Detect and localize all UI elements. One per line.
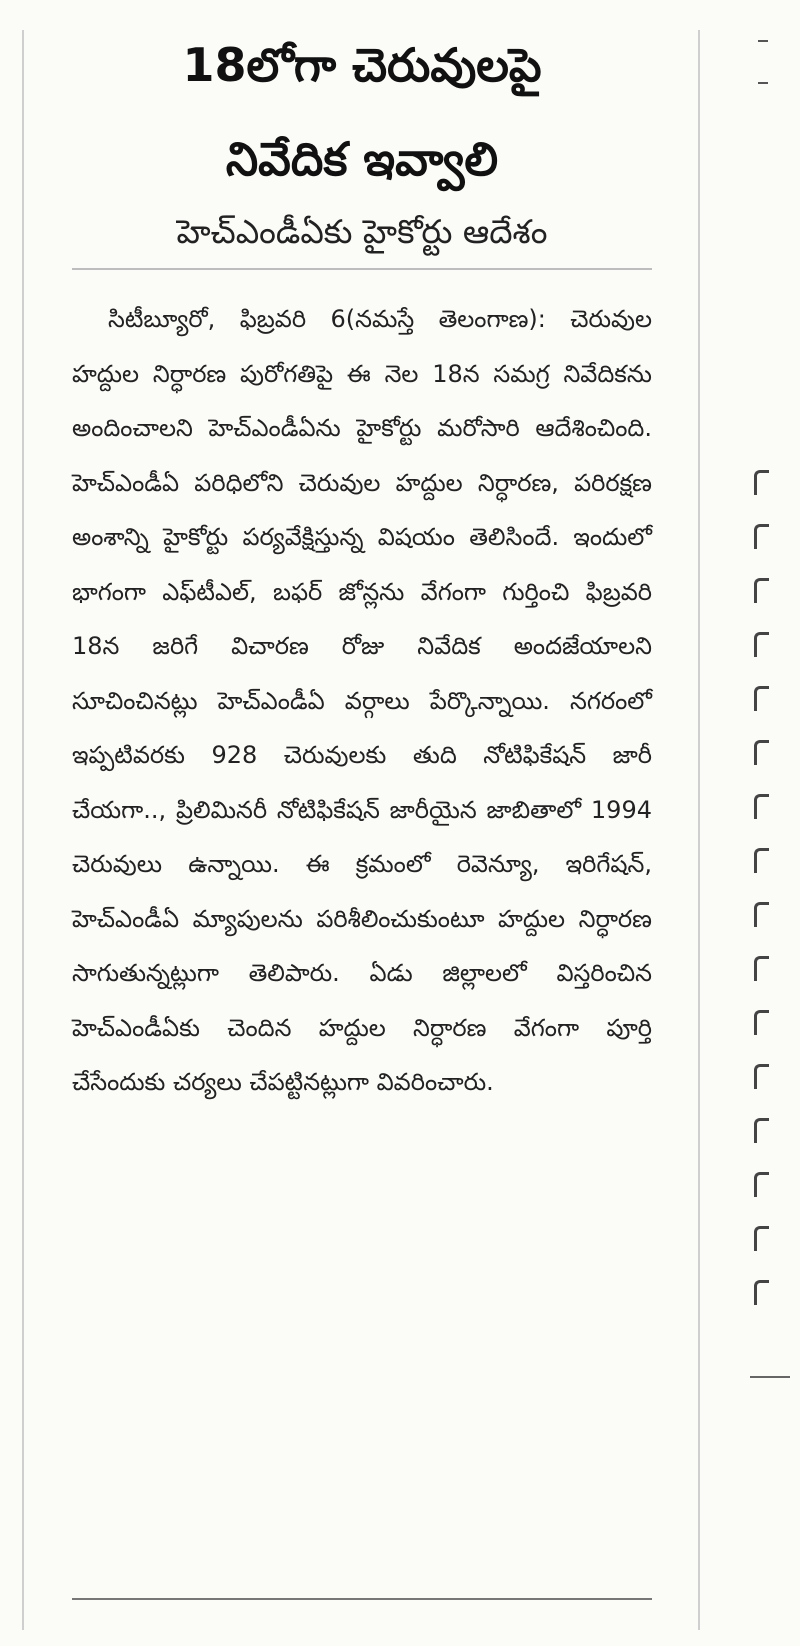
headline [72,18,652,206]
headline-line-2: నివేదిక ఇవ్వాలి [225,132,499,186]
article-body: సిటీబ్యూరో, ఫిబ్రవరి 6(నమస్తే తెలంగాణ): చెరువుల హద్దుల నిర్ధారణ పురోగతిపై ఈ నెల 18న సమగ్ర నివేదికను అందించాలని హెచ్‌ఎండీఏను హైకోర్టు మరోసారి ఆదేశించింది. హెచ్‌ఎండీఏ పరిధిలోని చెరువుల హద్దుల నిర్ధారణ, పరిరక్షణ అంశాన్ని హైకోర్టు పర్యవేక్షిస్తున్న విషయం తెలిసిందే. ఇందులో భాగంగా ఎఫ్‌టీఎల్, బఫర్ జోన్లను వేగంగా గుర్తించి ఫిబ్రవరి 18న జరిగే విచారణ రోజు నివేదిక అందజేయాలని సూచించినట్లు హెచ్‌ఎండీఏ వర్గాలు పేర్కొన్నాయి. నగరంలో ఇప్పటివరకు 928 చెరువులకు తుది నోటిఫికేషన్ జారీ చేయగా.., ప్రిలిమినరీ నోటిఫికేషన్ జారీయైన జాబితాలో 1994 చెరువులు ఉన్నాయి. ఈ క్రమంలో రెవెన్యూ, ఇరిగేషన్, హెచ్‌ఎండీఏ మ్యాపులను పరిశీలించుకుంటూ హద్దుల నిర్ధారణ సాగుతున్నట్లుగా తెలిపారు. ఏడు జిల్లాలలో విస్తరించిన హెచ్‌ఎండీఏకు చెందిన హద్దుల నిర్ధారణ వేగంగా పూర్తి చేసేందుకు చర్యలు చేపట్టినట్లుగా వివరించారు. [72,305,652,1096]
adjacent-column-fragment [740,0,800,1646]
news-article [72,18,652,1134]
column-divider-left [22,30,24,1630]
adjacent-text-fragment-top [758,40,764,120]
adjacent-column-rule [750,1376,790,1378]
article-end-rule [72,1598,652,1600]
subheadline: హెచ్‌ఎండీఏకు హైకోర్టు ఆదేశం [72,204,652,270]
headline-line-1: 18లోగా చెరువులపై [182,38,542,92]
column-divider-right [698,30,700,1630]
adjacent-text-fragment [754,470,784,1334]
